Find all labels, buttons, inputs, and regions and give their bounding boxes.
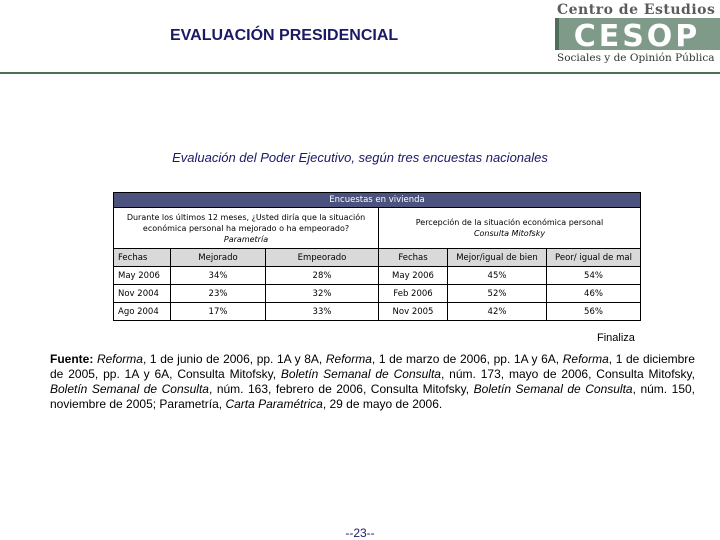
source-text [50,352,695,411]
table-cell: Nov 2005 [379,303,448,321]
chart-subtitle: Evaluación del Poder Ejecutivo, según tres encuestas nacionales [172,150,548,165]
source-publication: Reforma [325,352,372,366]
page-number: --23-- [345,526,375,540]
left-group-question: Durante los últimos 12 meses, ¿Usted diría que la situación económica personal ha mejorado o ha empeorado? [126,212,366,233]
svg-text:CESOP: CESOP [573,19,701,54]
table-cell: 23% [171,285,266,303]
table-row [114,267,641,285]
source-label: Fuente: [50,352,94,366]
right-group-source: Consulta Mitofsky [473,229,546,238]
source-segment: , núm. 173, mayo de 2006, Consulta Mitofsky, [440,367,695,381]
table-cell: May 2006 [114,267,171,285]
table-cell: 34% [171,267,266,285]
source-segment: , 1 de junio de 2006, pp. 1A y 8A, [142,352,326,366]
table-cell: Nov 2004 [114,285,171,303]
table-cell: 46% [547,285,641,303]
source-publication: Carta Paramétrica [225,397,323,411]
column-header: Fechas [379,249,448,267]
table-cell: 52% [448,285,547,303]
left-group-header [114,208,379,249]
column-header-row [114,249,641,267]
logo-text-bottom: Sociales y de Opinión Pública [557,52,715,64]
column-header: Fechas [114,249,171,267]
source-publication: Boletín Semanal de Consulta [280,367,441,381]
source-segment: , 29 de mayo de 2006. [322,397,443,411]
column-header: Mejorado [171,249,266,267]
table-cell: 54% [547,267,641,285]
table-cell: 42% [448,303,547,321]
column-header: Empeorado [266,249,379,267]
table-cell: 17% [171,303,266,321]
column-header: Peor/ igual de mal [547,249,641,267]
source-publication: Boletín Semanal de Consulta [473,382,633,396]
right-group-header [379,208,641,249]
right-group-question: Percepción de la situación económica personal [415,218,604,227]
logo-text-top: Centro de Estudios [557,2,716,18]
table-cell: 32% [266,285,379,303]
left-group-source: Parametría [223,234,269,244]
source-segment: , 1 de marzo de 2006, pp. 1A y 6A, [371,352,563,366]
table-cell: May 2006 [379,267,448,285]
table-cell: 28% [266,267,379,285]
source-publication: Reforma [96,352,143,366]
finaliza-link[interactable]: Finaliza [597,332,635,344]
table-cell: 56% [547,303,641,321]
table-cell: Ago 2004 [114,303,171,321]
source-segment: , núm. 163, febrero de 2006, Consulta Mitofsky, [208,382,474,396]
table-row [114,285,641,303]
source-publication: Reforma [562,352,609,366]
cesop-logo [555,0,720,70]
source-publication: Boletín Semanal de Consulta [50,382,209,396]
source-segment: , 1 de diciembre de 2005, pp. 1A y 6A, Consulta Mitofsky, [50,352,695,381]
survey-table [113,192,641,321]
source-segment: , núm. 150, noviembre de 2005; Parametría, [50,382,695,411]
table-row [114,303,641,321]
table-cell: Feb 2006 [379,285,448,303]
source-note [50,352,695,412]
page-title: EVALUACIÓN PRESIDENCIAL [170,27,399,44]
table-cell: 33% [266,303,379,321]
header-divider [0,72,720,74]
column-header: Mejor/igual de bien [448,249,547,267]
table-top-header: Encuestas en vivienda [114,193,641,208]
table-cell: 45% [448,267,547,285]
